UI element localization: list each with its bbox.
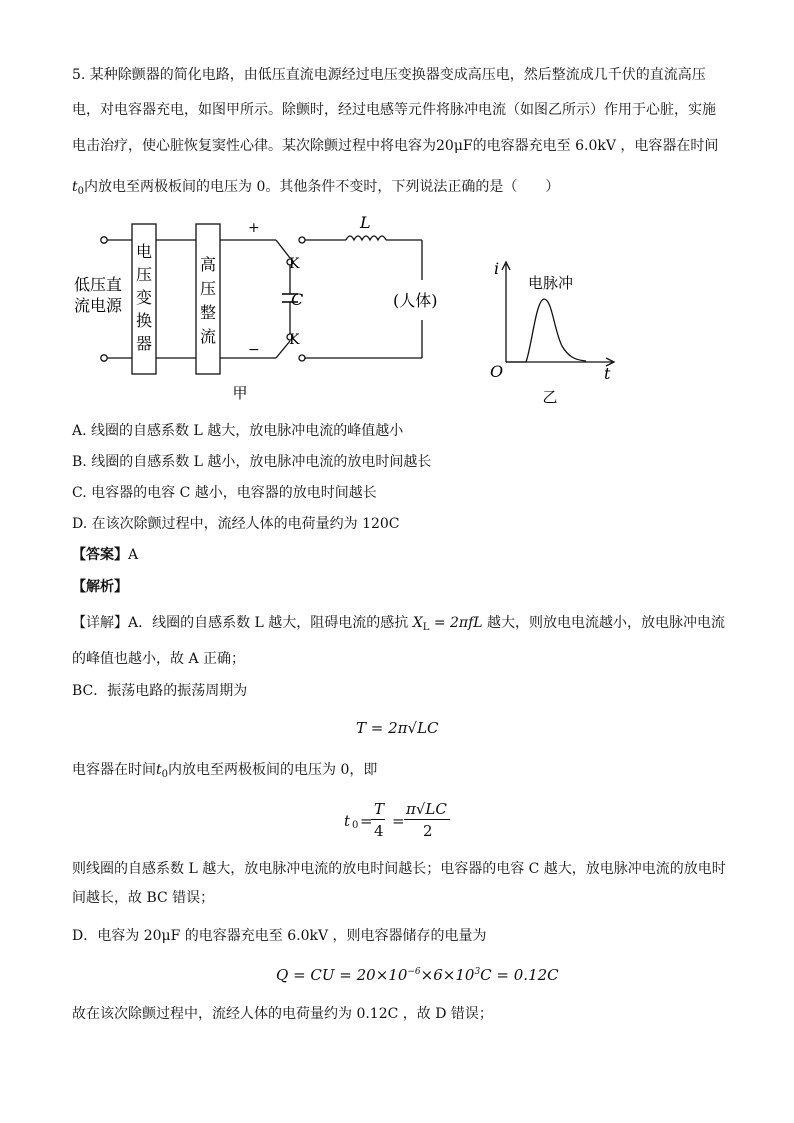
detail-line-8: 故在该次除颤过程中，流经人体的电荷量约为 0.12C ，故 D 错误； xyxy=(72,1006,493,1022)
switch-bottom-blade xyxy=(276,341,290,358)
answer-value: A xyxy=(128,547,139,563)
figure-yi-pulse-graph xyxy=(482,250,632,410)
detail-line-7: D．电容为 20μF 的电容器充电至 6.0kV ，则电容器储存的电量为 xyxy=(72,928,487,944)
equation-t0: t 0 = T 4 = π√LC 2 xyxy=(344,800,454,844)
svg-text:换: 换 xyxy=(135,311,153,330)
inductor-coil xyxy=(346,236,386,240)
switch-top-blade xyxy=(276,240,290,258)
switch-label-top: K xyxy=(289,256,300,272)
source-label-2: 流电源 xyxy=(74,296,123,315)
inductor-label: L xyxy=(360,213,371,232)
minus-sign: − xyxy=(248,342,260,358)
svg-text:整: 整 xyxy=(199,303,217,322)
switch-label-bottom: K xyxy=(289,332,300,348)
capacitance-value: 20μF xyxy=(436,138,473,154)
svg-text:压: 压 xyxy=(199,279,217,298)
equation-charge: Q = CU = $20\times 10^{-6}\times 6\times 10^3C = 0.12C$ xyxy=(276,966,559,984)
origin-label: O xyxy=(490,362,504,381)
detail-line-4: 电容器在时间$t_0$内放电至两极板间的电压为 0，即 xyxy=(72,762,378,780)
detail-line-6: 间越长，故 BC 错误； xyxy=(72,890,215,906)
caption-yi: 乙 xyxy=(542,388,558,406)
caption-jia: 甲 xyxy=(232,384,248,402)
x-axis-label: t xyxy=(604,364,611,383)
svg-text:电: 电 xyxy=(135,242,153,261)
stem-line-4: $t_0$内放电至两极板间的电压为 0。其他条件不变时，下列说法正确的是（ ） xyxy=(72,179,560,197)
option-a: A. 线圈的自感系数 L 越大，放电脉冲电流的峰值越小 xyxy=(72,423,404,439)
answer-line xyxy=(72,546,138,564)
option-c: C. 电容器的电容 C 越小，电容器的放电时间越长 xyxy=(72,485,377,501)
converter-label xyxy=(136,242,152,353)
capacitor-label: C xyxy=(291,290,304,309)
stem-line-1: 5. 某种除颤器的简化电路，由低压直流电源经过电压变换器变成高压电，然后整流成几千伏的直流高压 xyxy=(72,67,706,83)
svg-text:变: 变 xyxy=(135,288,153,307)
figure-jia-circuit xyxy=(70,210,440,410)
answer-label: 【答案】 xyxy=(72,547,128,563)
detail-line-5: 则线圈的自感系数 L 越大，放电脉冲电流的放电时间越长；电容器的电容 C 越大，放电脉冲电流的放电时 xyxy=(72,861,726,877)
option-b: B. 线圈的自感系数 L 越小，放电脉冲电流的放电时间越长 xyxy=(72,454,432,470)
detail-line-3: BC．振荡电路的振荡周期为 xyxy=(72,683,248,699)
body-label: (人体) xyxy=(393,291,438,310)
detail-line-2: 的峰值也越小，故 A 正确； xyxy=(72,651,246,667)
stem-line-3: 电击治疗，使心脏恢复窦性心律。某次除颤过程中将电容为20μF的电容器充电至 6.0kV ，电容器在时间 xyxy=(72,138,719,154)
equation-period: T = 2π√LC xyxy=(356,719,439,737)
plus-sign: + xyxy=(248,220,260,236)
source-label-1: 低压直 xyxy=(74,275,123,294)
input-terminal-bottom xyxy=(101,355,107,361)
analysis-label: 【解析】 xyxy=(72,579,128,595)
svg-text:压: 压 xyxy=(135,265,153,284)
svg-text:高: 高 xyxy=(199,255,217,274)
stem-line-2: 电，对电容器充电，如图甲所示。除颤时，经过电感等元件将脉冲电流（如图乙所示）作用于心脏，实施 xyxy=(72,102,716,118)
svg-text:流: 流 xyxy=(199,327,217,346)
detail-line-1: 【详解】A．线圈的自感系数 L 越大，阻碍电流的感抗 $X_L = 2\pi fL$ 越大，则放电电流越小，放电脉冲电流 xyxy=(72,615,726,633)
y-axis-label: i xyxy=(494,259,500,278)
svg-text:器: 器 xyxy=(135,334,153,353)
option-d: D. 在该次除颤过程中，流经人体的电荷量约为 120C xyxy=(72,516,400,532)
pulse-curve xyxy=(506,299,586,362)
pulse-label: 电脉冲 xyxy=(528,274,574,292)
rectifier-box xyxy=(196,224,220,374)
input-terminal-top xyxy=(101,237,107,243)
rectifier-label xyxy=(200,255,216,346)
